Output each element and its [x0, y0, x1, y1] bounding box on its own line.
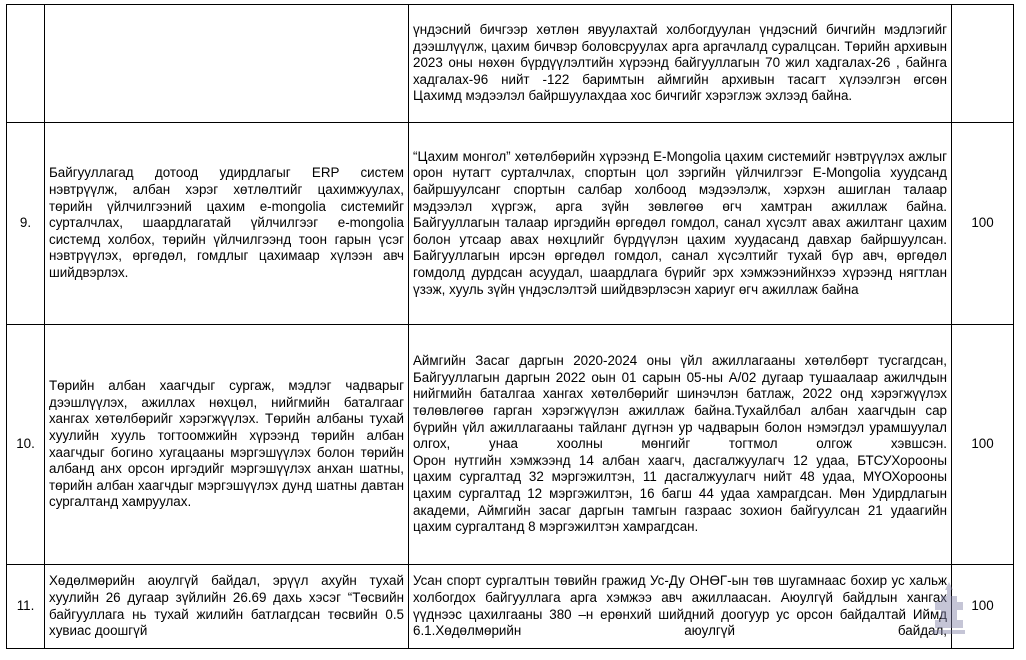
report-table: [6, 4, 1014, 649]
table-row: [7, 565, 1014, 649]
table-row: [7, 123, 1014, 325]
result-paragraph: үндэсний бичгээр хөтлөн явуулахтай холбогдуулан үндэсний бичгийн мэдлэгийг дээшлүүлж, цахим бичвэр боловсруулах арга аргачлалд суралцсан. Төрийн архивын 2023 оны нөхөн бүрдүүлэлтийн хүрээнд байгууллагын 70 жил хадгалах-26 , байнга хадгалах-96 нийт -122 баримтын аймгийн архивын тасагт хүлээлгэн өгсөн: [413, 22, 947, 87]
row-number: [7, 5, 45, 123]
result-paragraph: “Цахим монгол” хөтөлбөрийн хүрээнд E-Mongolia цахим системийг нэвтрүүлэх ажлыг орон нутагт сурталчлах, спортын цол зэргийн үйлчилгээг E-Mongolia хуудсанд байршуулсанг спортын салбар холбоод мэдээлэлж, хэрхэн ашиглан талаар мэдээлэл хүргэж, арга зүйн зөвлөгөө өгч хамтран ажиллаж байна.: [413, 148, 947, 214]
task-text: Төрийн албан хаагчдыг сургаж, мэдлэг чадварыг дээшлүүлэх, ажиллах нөхцөл, нийгмийн баталгааг хангах хөтөлбөрийг хэрэгжүүлэх. Төрийн албаны тухай хуулийн хууль тогтоомжийн хүрээнд төрийн албан хаагчдыг богино хугацааны мэргэшүүлэх болон төрийн албанд анх орсон иргэдийг мэргэшүүлэх анхан шатны, төрийн албан хаагчдыг мэргэшүүлэх дунд шатны давтан сургалтанд хамруулах.: [45, 325, 409, 565]
completion-percent: [952, 5, 1014, 123]
result-cell: [409, 123, 952, 325]
row-number: 9.: [7, 123, 45, 325]
result-cell: [409, 565, 952, 649]
result-paragraph: Цахимд мэдээлэл байршуулахдаа хос бичгийг хэрэглэж эхлээд байна.: [413, 88, 853, 104]
completion-percent: 100: [952, 123, 1014, 325]
result-paragraph: Усан спорт сургалтын төвийн гражид Ус-Ду ОНӨГ-ын төв шугамнаас бохир ус хальж холбогдох байгууллага арга хэмжээ авч ажиллаасан. Аюулгүй байдлын хангах үүднээс цахилгааны 380 –н ерөнхий шийдний доогуур ус орсон байдалтай Иймд 6.1.Хөдөлмөрийн аюулгүй байдал,: [413, 573, 947, 639]
result-paragraph: Байгууллагын талаар иргэдийн өргөдөл гомдол, санал хүсэлт авах ажилтанг цахим болон утсаар авах нөхцлийг бүрдүүлэн цахим хуудасанд давхар байршуулсан. Байгууллагын ирсэн өргөдөл гомдол, санал хүсэлтийг тухай бүр авч, өргөдөл гомдолд дурдсан асуудал, шаардлага бүрийг эрх хэмжээнийнхээ хүрээнд нягтлан үзэж, хууль зүйн үндэслэлтэй шийдвэрлэсэн хариуг өгч ажиллаж байна: [413, 215, 947, 297]
result-paragraph: Орон нутгийн хэмжээнд 14 албан хаагч, дасгалжуулагч 12 удаа, БТСУХорооны цахим сургалтад 32 мэргэжилтэн, 11 дасгалжуулагч нийт 48 удаа, МҮОХорооны цахим сургалтад 12 мэргэжилтэн, 16 багш 44 удаа хамрагдсан. Мөн Удирдлагын академи, Аймгийн засаг даргын тамгын газраас зохион байгуулсан 21 удаагийн цахим сургалтанд 8 мэргэжилтэн хамрагдсан.: [413, 452, 947, 535]
row-number: 11.: [7, 565, 45, 649]
seal-watermark-icon: [927, 580, 971, 636]
result-paragraph: Аймгийн Засаг даргын 2020-2024 оны үйл ажиллагааны хөтөлбөрт тусгагдсан, Байгууллагын даргын 2022 оын 01 сарын 05-ны А/02 дугаар тушаалаар ажилчдын нийгмийн баталгаа хангах хөтөлбөрийг шинэчлэн батлаж, 2022 онд хэрэгжүүлэх төлөвлөгөө гарган хэрэгжүүлэн ажиллаж байна.Тухайлбал албан хаагчдын сар бүрийн үйл ажиллагааны тайланг дүгнэн ур чадварын болон нэмэгдэл урамшуулал олгох, унаа хоолны мөнгийг тогтмол олгож хэвшсэн.: [413, 353, 947, 452]
completion-percent: 100: [952, 565, 1014, 649]
row-number: 10.: [7, 325, 45, 565]
table-row: [7, 5, 1014, 123]
task-text: Байгууллагад дотоод удирдлагыг ERP систем нэвтрүүлж, албан хэрэг хөтлөлтийг цахимжуулах, төрийн үйлчилгээний цахим e-mongolia системийг сурталчлах, шаардлагатай үйлчилгээг e-mongolia системд холбох, төрийн үйлчилгээнд тоон гарын үсэг нэвтрүүлэх, өргөдөл, гомдлыг цахимаар хүлээн авч шийдвэрлэх.: [45, 123, 409, 325]
table-row: [7, 325, 1014, 565]
result-cell: [409, 325, 952, 565]
task-text: [45, 5, 409, 123]
completion-percent: 100: [952, 325, 1014, 565]
task-text: Хөдөлмөрийн аюулгүй байдал, эрүүл ахуйн тухай хуулийн 26 дугаар зүйлийн 26.69 дахь хэсэг “Төсвийн байгууллага нь тухай жилийн батлагдсан төсвийн 0.5 хувиас доошгүй: [45, 565, 409, 649]
result-cell: [409, 5, 952, 123]
